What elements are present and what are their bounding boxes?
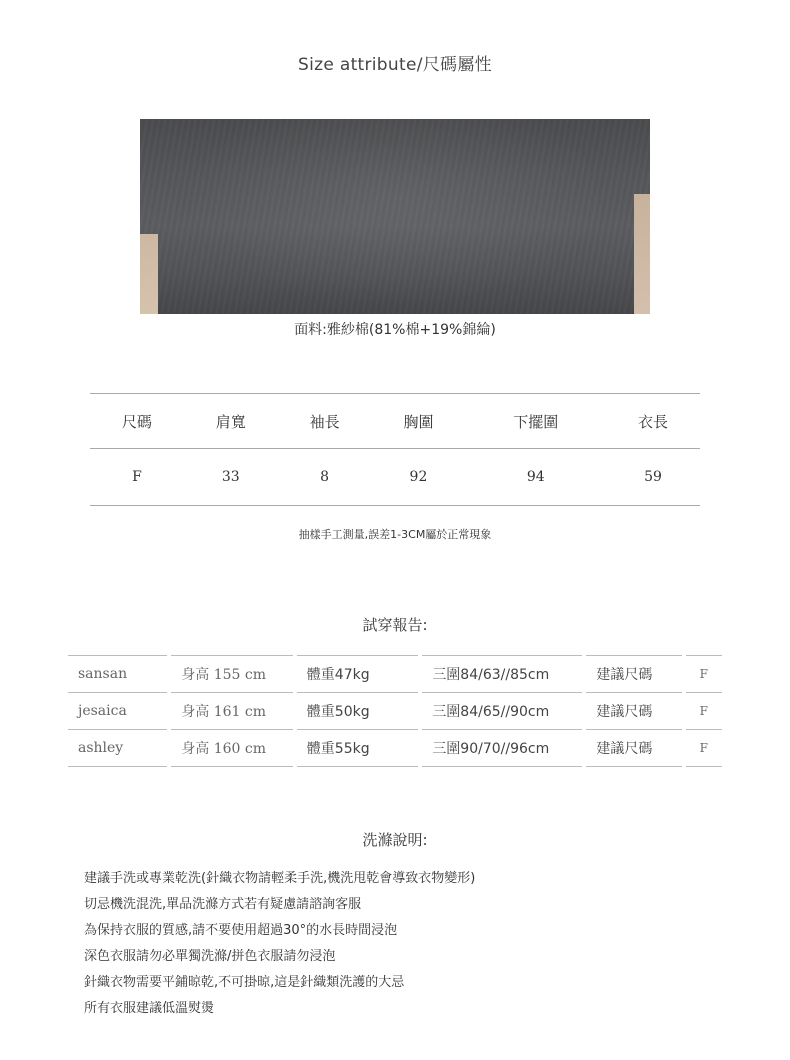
wash-instruction: 為保持衣服的質感,請不要使用超過30°的水長時間浸泡 [84,923,398,938]
tryon-weight: 體重50kg [297,693,419,730]
fabric-composition: 面料:雅紗棉(81%棉+19%錦綸) [294,322,496,338]
tryon-row [68,693,722,730]
fabric-photo [140,119,650,314]
tryon-height: 身高 161 cm [171,693,293,730]
tryon-weight: 體重47kg [297,655,419,693]
wash-instructions-list [84,870,475,1026]
size-header-cell: 下擺圍 [465,394,606,449]
tryon-height: 身高 160 cm [171,730,293,767]
size-attribute-title: Size attribute/尺碼屬性 [298,55,492,75]
size-table-header-row [90,394,700,449]
size-table-row [90,449,700,506]
tryon-measurements: 三圍84/63//85cm [422,655,582,693]
wash-instructions-title: 洗滌說明: [362,831,428,849]
tryon-rec-label: 建議尺碼 [586,655,681,693]
tryon-row [68,730,722,767]
size-cell: 33 [184,449,278,506]
fabric-photo-edge-right [634,194,650,314]
tryon-weight: 體重55kg [297,730,419,767]
tryon-report-title: 試穿報告: [362,616,428,634]
tryon-measurements: 三圍84/65//90cm [422,693,582,730]
size-cell: 8 [278,449,372,506]
tryon-rec-size: F [686,730,722,767]
tryon-rec-label: 建議尺碼 [586,730,681,767]
tryon-rec-label: 建議尺碼 [586,693,681,730]
tryon-row [68,655,722,693]
wash-instruction: 針織衣物需要平鋪晾乾,不可掛晾,這是針織類洗護的大忌 [84,975,405,990]
wash-instruction: 切忌機洗混洗,單品洗滌方式若有疑慮請諮詢客服 [84,897,362,912]
size-header-cell: 衣長 [606,394,700,449]
wash-instruction: 所有衣服建議低溫熨燙 [84,1001,215,1016]
tryon-table [64,655,726,767]
size-header-cell: 肩寬 [184,394,278,449]
size-header-cell: 尺碼 [90,394,184,449]
tryon-height: 身高 155 cm [171,655,293,693]
size-cell: 92 [372,449,466,506]
tryon-name: ashley [68,730,167,767]
size-header-cell: 胸圍 [372,394,466,449]
wash-instruction: 建議手洗或專業乾洗(針織衣物請輕柔手洗,機洗甩乾會導致衣物變形) [84,871,476,886]
wash-instruction: 深色衣服請勿必單獨洗滌/拼色衣服請勿浸泡 [84,949,336,964]
tryon-measurements: 三圍90/70//96cm [422,730,582,767]
size-cell: 59 [606,449,700,506]
tryon-name: sansan [68,655,167,693]
size-cell: 94 [465,449,606,506]
fabric-photo-edge-left [140,234,158,314]
tryon-name: jesaica [68,693,167,730]
size-header-cell: 袖長 [278,394,372,449]
tryon-rec-size: F [686,693,722,730]
tryon-rec-size: F [686,655,722,693]
size-table [90,393,700,506]
measurement-note: 抽樣手工測量,誤差1-3CM屬於正常現象 [298,528,492,541]
size-cell: F [90,449,184,506]
